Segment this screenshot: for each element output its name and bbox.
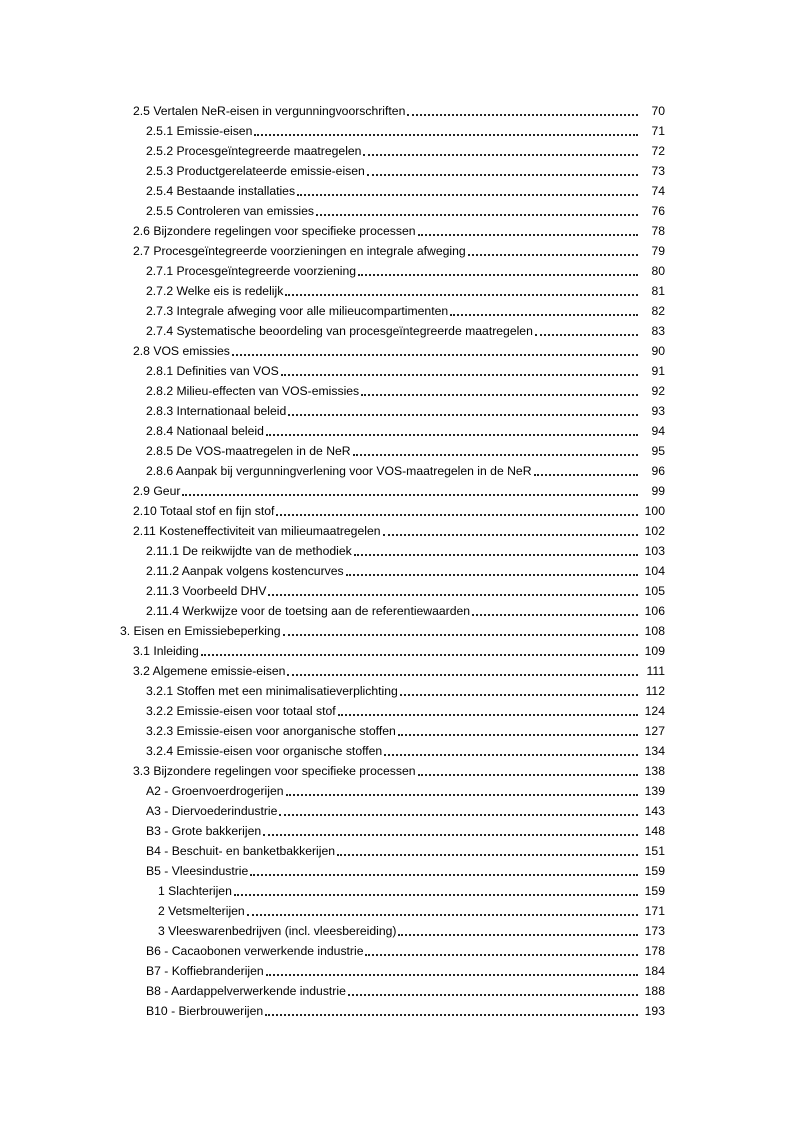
- toc-entry-title: 2.5.1 Emissie-eisen: [146, 124, 253, 138]
- toc-entry-page: 91: [651, 364, 665, 378]
- toc-entry-page: 193: [644, 1004, 665, 1018]
- dot-leader: [316, 214, 638, 216]
- toc-entry-title: 2.7.3 Integrale afweging voor alle milieucompartimenten: [146, 304, 449, 318]
- toc-entry-page: 127: [644, 724, 665, 738]
- toc-entry[interactable]: [0, 578, 665, 598]
- toc-entry-title: B10 - Bierbrouwerijen: [146, 1004, 264, 1018]
- toc-entry-page: 171: [644, 904, 665, 918]
- dot-leader: [383, 534, 638, 536]
- toc-entry-title: B4 - Beschuit- en banketbakkerijen: [146, 844, 336, 858]
- toc-entry[interactable]: [0, 918, 665, 938]
- toc-entry-page: 93: [651, 404, 665, 418]
- toc-entry[interactable]: [0, 278, 665, 298]
- dot-leader: [407, 114, 638, 116]
- toc-entry-title: 2.8.6 Aanpak bij vergunningverlening voor VOS-maatregelen in de NeR: [146, 464, 532, 478]
- toc-entry[interactable]: [0, 718, 665, 738]
- toc-entry[interactable]: [0, 518, 665, 538]
- toc-entry-title: 3.2.2 Emissie-eisen voor totaal stof: [146, 704, 336, 718]
- toc-entry-page: 112: [645, 684, 665, 698]
- toc-entry-title: 3.2.4 Emissie-eisen voor organische stoffen: [146, 744, 383, 758]
- toc-entry[interactable]: [0, 298, 665, 318]
- dot-leader: [418, 234, 638, 236]
- toc-entry[interactable]: [0, 198, 665, 218]
- toc-entry-page: 81: [651, 284, 665, 298]
- dot-leader: [338, 714, 638, 716]
- toc-entry-title: 2.7.2 Welke eis is redelijk: [146, 284, 284, 298]
- dot-leader: [535, 334, 638, 336]
- toc-entry-page: 138: [644, 764, 665, 778]
- toc-entry-page: 76: [651, 204, 665, 218]
- toc-entry-title: A3 - Diervoederindustrie: [146, 804, 278, 818]
- dot-leader: [367, 174, 638, 176]
- toc-entry-title: B6 - Cacaobonen verwerkende industrie: [146, 944, 364, 958]
- dot-leader: [384, 754, 638, 756]
- toc-entry-title: 2.11.3 Voorbeeld DHV: [146, 584, 267, 598]
- toc-entry-title: 2.7 Procesgeïntegreerde voorzieningen en integrale afweging: [133, 244, 466, 258]
- dot-leader: [346, 574, 638, 576]
- dot-leader: [266, 974, 638, 976]
- dot-leader: [232, 354, 638, 356]
- toc-entry[interactable]: [0, 138, 665, 158]
- dot-leader: [281, 374, 638, 376]
- toc-entry-title: A2 - Groenvoerdrogerijen: [146, 784, 284, 798]
- toc-entry-page: 74: [651, 184, 665, 198]
- toc-entry-page: 173: [644, 924, 665, 938]
- dot-leader: [201, 654, 638, 656]
- toc-entry-title: 2.8.4 Nationaal beleid: [146, 424, 264, 438]
- toc-entry[interactable]: [0, 598, 665, 618]
- toc-entry-page: 159: [644, 884, 665, 898]
- toc-entry-page: 109: [644, 644, 665, 658]
- dot-leader: [358, 274, 638, 276]
- toc-entry[interactable]: [0, 218, 665, 238]
- toc-entry-title: 2.5.3 Productgerelateerde emissie-eisen: [146, 164, 365, 178]
- dot-leader: [250, 874, 638, 876]
- toc-entry-page: 73: [651, 164, 665, 178]
- toc-entry[interactable]: [0, 478, 665, 498]
- toc-entry-title: 2.8 VOS emissies: [133, 344, 230, 358]
- toc-entry-title: 2.10 Totaal stof en fijn stof: [133, 504, 275, 518]
- toc-entry-page: 188: [644, 984, 665, 998]
- toc-entry-page: 99: [651, 484, 665, 498]
- dot-leader: [266, 434, 638, 436]
- toc-entry-page: 143: [644, 804, 665, 818]
- dot-leader: [353, 454, 638, 456]
- toc-entry[interactable]: [0, 938, 665, 958]
- toc-entry-title: 2 Vetsmelterijen: [158, 904, 245, 918]
- toc-entry[interactable]: [0, 538, 665, 558]
- toc-entry-title: 1 Slachterijen: [158, 884, 232, 898]
- toc-entry-title: B7 - Koffiebranderijen: [146, 964, 264, 978]
- toc-entry-title: 2.8.3 Internationaal beleid: [146, 404, 287, 418]
- toc-entry-page: 184: [644, 964, 665, 978]
- toc-entry[interactable]: [0, 858, 665, 878]
- toc-entry-page: 104: [644, 564, 665, 578]
- toc-entry-page: 80: [651, 264, 665, 278]
- dot-leader: [354, 554, 638, 556]
- toc-entry-title: 2.8.5 De VOS-maatregelen in de NeR: [146, 444, 351, 458]
- toc-entry-page: 159: [644, 864, 665, 878]
- toc-entry[interactable]: [0, 458, 665, 478]
- dot-leader: [418, 774, 638, 776]
- toc-entry[interactable]: [0, 358, 665, 378]
- toc-entry[interactable]: [0, 898, 665, 918]
- toc-entry-title: 2.6 Bijzondere regelingen voor specifieke processen: [133, 224, 416, 238]
- toc-entry-title: 2.11.2 Aanpak volgens kostencurves: [146, 564, 344, 578]
- toc-entry-title: B5 - Vleesindustrie: [146, 864, 249, 878]
- toc-entry-title: 2.11.4 Werkwijze voor de toetsing aan de referentiewaarden: [146, 604, 471, 618]
- dot-leader: [254, 134, 638, 136]
- toc-entry-page: 102: [644, 524, 665, 538]
- toc-entry-title: 2.5.2 Procesgeïntegreerde maatregelen: [146, 144, 362, 158]
- toc-entry-page: 71: [651, 124, 665, 138]
- toc-entry-title: 3.1 Inleiding: [133, 644, 199, 658]
- toc-entry-page: 124: [644, 704, 665, 718]
- toc-entry-page: 108: [644, 624, 665, 638]
- toc-entry-title: 2.5.4 Bestaande installaties: [146, 184, 296, 198]
- toc-entry-page: 111: [646, 664, 665, 678]
- toc-entry-title: 2.8.2 Milieu-effecten van VOS-emissies: [146, 384, 360, 398]
- dot-leader: [276, 514, 638, 516]
- dot-leader: [247, 914, 638, 916]
- toc-entry[interactable]: [0, 998, 665, 1018]
- toc-entry-title: 2.8.1 Definities van VOS: [146, 364, 279, 378]
- toc-entry[interactable]: [0, 738, 665, 758]
- toc-entry-title: 2.5.5 Controleren van emissies: [146, 204, 315, 218]
- toc-entry[interactable]: [0, 378, 665, 398]
- toc-entry-title: 3.2 Algemene emissie-eisen: [133, 664, 286, 678]
- toc-entry[interactable]: [0, 638, 665, 658]
- dot-leader: [285, 294, 638, 296]
- dot-leader: [398, 934, 638, 936]
- toc-entry[interactable]: [0, 778, 665, 798]
- dot-leader: [450, 314, 638, 316]
- toc-entry-page: 79: [651, 244, 665, 258]
- toc-entry[interactable]: [0, 698, 665, 718]
- dot-leader: [400, 694, 638, 696]
- toc-entry-page: 78: [651, 224, 665, 238]
- toc-entry-page: 151: [644, 844, 665, 858]
- toc-entry[interactable]: [0, 258, 665, 278]
- toc-entry-title: 2.7.4 Systematische beoordeling van procesgeïntegreerde maatregelen: [146, 324, 533, 338]
- toc-entry[interactable]: [0, 178, 665, 198]
- toc-entry-title: 2.5 Vertalen NeR-eisen in vergunningvoorschriften: [133, 104, 406, 118]
- toc-entry-page: 134: [644, 744, 665, 758]
- dot-leader: [472, 614, 638, 616]
- toc-entry-title: 2.11.1 De reikwijdte van de methodiek: [146, 544, 352, 558]
- toc-entry[interactable]: [0, 158, 665, 178]
- toc-entry[interactable]: [0, 338, 665, 358]
- dot-leader: [297, 194, 638, 196]
- dot-leader: [263, 834, 638, 836]
- toc-entry-title: 3.2.3 Emissie-eisen voor anorganische stoffen: [146, 724, 396, 738]
- dot-leader: [182, 494, 638, 496]
- toc-entry-page: 148: [644, 824, 665, 838]
- toc-entry-page: 103: [644, 544, 665, 558]
- toc-entry-page: 100: [644, 504, 665, 518]
- dot-leader: [268, 594, 638, 596]
- toc-entry[interactable]: [0, 798, 665, 818]
- dot-leader: [365, 954, 638, 956]
- toc-entry-page: 72: [651, 144, 665, 158]
- dot-leader: [337, 854, 638, 856]
- toc-entry-title: 2.7.1 Procesgeïntegreerde voorziening: [146, 264, 357, 278]
- dot-leader: [398, 734, 638, 736]
- toc-entry-title: 2.11 Kosteneffectiviteit van milieumaatregelen: [133, 524, 381, 538]
- dot-leader: [534, 474, 639, 476]
- dot-leader: [283, 634, 638, 636]
- toc-entry[interactable]: [0, 838, 665, 858]
- toc-entry-page: 83: [651, 324, 665, 338]
- dot-leader: [348, 994, 638, 996]
- toc-entry[interactable]: [0, 318, 665, 338]
- toc-entry[interactable]: [0, 438, 665, 458]
- toc-entry-title: 3.2.1 Stoffen met een minimalisatieverplichting: [146, 684, 398, 698]
- dot-leader: [468, 254, 638, 256]
- toc-entry[interactable]: [0, 418, 665, 438]
- toc-entry[interactable]: [0, 758, 665, 778]
- toc-entry-title: 3 Vleeswarenbedrijven (incl. vleesbereiding): [158, 924, 397, 938]
- toc-entry-page: 90: [651, 344, 665, 358]
- dot-leader: [279, 814, 638, 816]
- dot-leader: [363, 154, 638, 156]
- toc-entry-page: 70: [651, 104, 665, 118]
- toc-entry-page: 96: [651, 464, 665, 478]
- toc-entry-page: 82: [651, 304, 665, 318]
- toc-entry[interactable]: [0, 658, 665, 678]
- toc-entry-page: 94: [651, 424, 665, 438]
- toc-entry[interactable]: [0, 558, 665, 578]
- toc-entry[interactable]: [0, 958, 665, 978]
- table-of-contents: [0, 98, 793, 1018]
- toc-entry-title: B8 - Aardappelverwerkende industrie: [146, 984, 346, 998]
- dot-leader: [234, 894, 638, 896]
- toc-entry-page: 95: [651, 444, 665, 458]
- toc-entry-page: 139: [644, 784, 665, 798]
- dot-leader: [286, 794, 638, 796]
- toc-entry[interactable]: [0, 878, 665, 898]
- toc-entry-title: 3. Eisen en Emissiebeperking: [120, 624, 281, 638]
- dot-leader: [287, 674, 638, 676]
- toc-entry[interactable]: [0, 238, 665, 258]
- toc-entry[interactable]: [0, 498, 665, 518]
- toc-entry-page: 105: [644, 584, 665, 598]
- dot-leader: [265, 1014, 638, 1016]
- toc-entry-page: 178: [644, 944, 665, 958]
- toc-entry[interactable]: [0, 618, 665, 638]
- toc-entry[interactable]: [0, 98, 665, 118]
- toc-entry-title: 2.9 Geur: [133, 484, 181, 498]
- toc-entry-title: 3.3 Bijzondere regelingen voor specifieke processen: [133, 764, 416, 778]
- toc-entry[interactable]: [0, 818, 665, 838]
- dot-leader: [361, 394, 638, 396]
- toc-entry-page: 106: [644, 604, 665, 618]
- dot-leader: [288, 414, 638, 416]
- toc-entry[interactable]: [0, 978, 665, 998]
- toc-entry-title: B3 - Grote bakkerijen: [146, 824, 262, 838]
- toc-entry[interactable]: [0, 678, 665, 698]
- toc-entry[interactable]: [0, 118, 665, 138]
- toc-entry-page: 92: [651, 384, 665, 398]
- toc-entry[interactable]: [0, 398, 665, 418]
